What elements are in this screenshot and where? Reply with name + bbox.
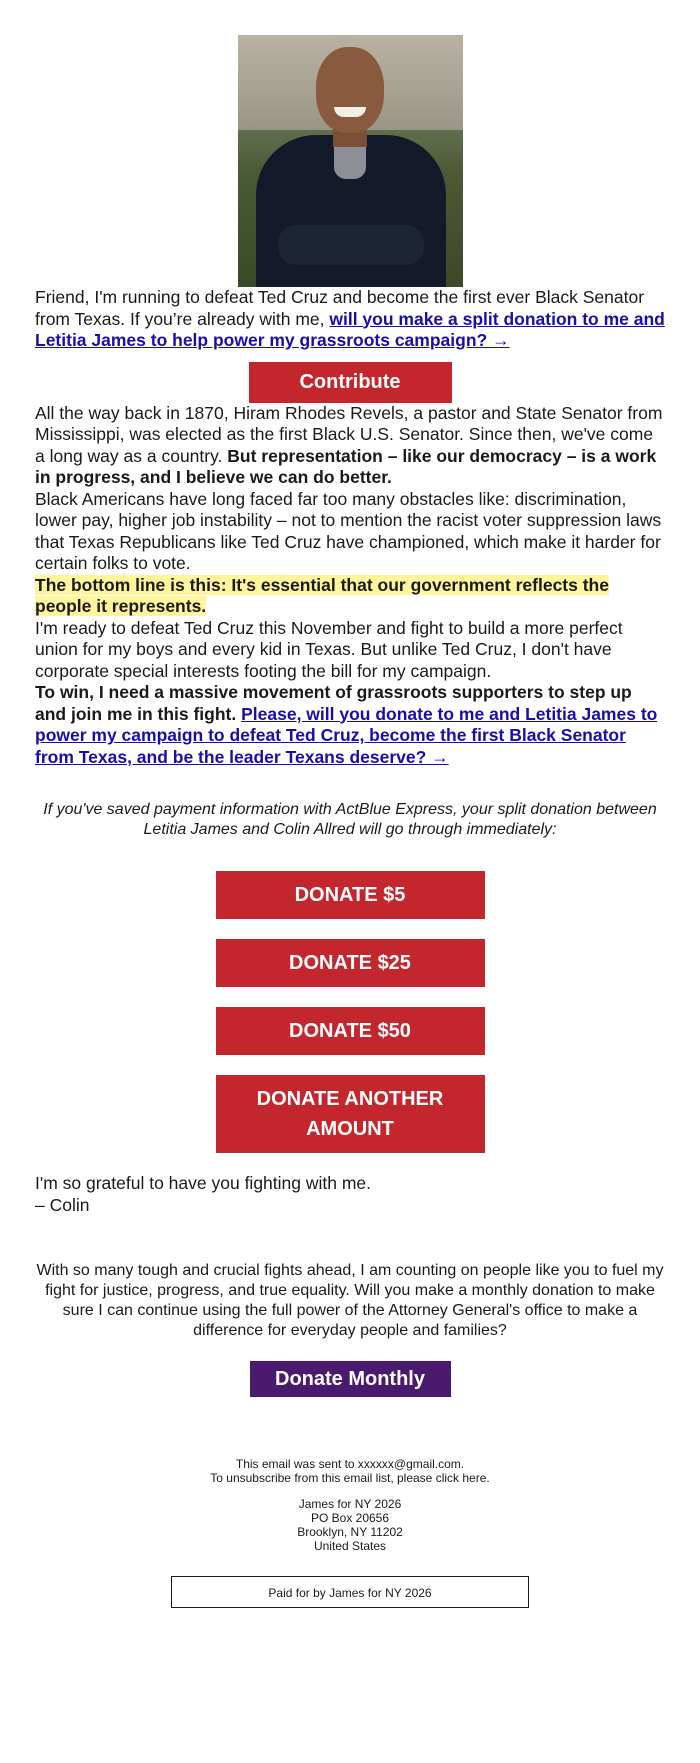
- donate-5-button[interactable]: DONATE $5: [216, 871, 485, 919]
- intro-paragraph: [35, 287, 665, 352]
- actblue-express-note: If you've saved payment information with ActBlue Express, your split donation between Letitia James and Colin Allred will go through immediately:: [43, 801, 657, 838]
- sent-to-line: This email was sent to xxxxxx@gmail.com.: [235, 1457, 465, 1471]
- to-win-bold-text: To win, I need a massive movement of grassroots supporters to step up and join me in this fight.: [35, 682, 632, 724]
- donate-another-amount-button[interactable]: DONATE ANOTHER AMOUNT: [216, 1075, 485, 1153]
- candidate-photo: [238, 35, 463, 287]
- address-line: PO Box 20656: [310, 1511, 390, 1525]
- donate-link[interactable]: Please, will you donate to me and Letitia James to power my campaign to defeat Ted Cruz, become the first Black Senator from Texas, and be the leader Texans deserve? →: [35, 703, 658, 767]
- closing-line: I'm so grateful to have you fighting with me.: [35, 1173, 372, 1193]
- unsubscribe-line[interactable]: To unsubscribe from this email list, please click here.: [210, 1471, 490, 1485]
- obstacles-paragraph: Black Americans have long faced far too many obstacles like: discrimination, lower pay, higher job instability – not to mention the racist voter suppression laws that Texas Republicans like Ted Cruz have championed, which make it harder for certain folks to vote.: [35, 488, 662, 573]
- monthly-appeal: With so many tough and crucial fights ahead, I am counting on people like you to fuel my fight for justice, progress, and true equality. Will you make a monthly donation to make sure I can continue using the full power of the Attorney General's office to make a difference for everyday people and families?: [36, 1262, 664, 1339]
- address-line: United States: [313, 1539, 387, 1553]
- history-text: All the way back in 1870, Hiram Rhodes Revels, a pastor and State Senator from Mississippi, was elected as the first Black U.S. Senator. Since then, we've come a long way as a country.: [35, 402, 663, 466]
- donate-25-button[interactable]: DONATE $25: [216, 939, 485, 987]
- split-donation-link[interactable]: will you make a split donation to me and Letitia James to help power my grassroots campaign? →: [35, 308, 665, 350]
- mailing-address: [35, 1497, 665, 1553]
- ready-paragraph: I'm ready to defeat Ted Cruz this November and fight to build a more perfect union for my boys and every kid in Texas. But unlike Ted Cruz, I don't have corporate special interests footing the bill for my campaign.: [35, 617, 623, 681]
- address-line: Brooklyn, NY 11202: [297, 1525, 403, 1539]
- contribute-button[interactable]: Contribute: [249, 362, 452, 403]
- history-paragraph: [35, 403, 665, 489]
- history-bold-text: But representation – like our democracy – is a work in progress, and I believe we can do better.: [35, 445, 657, 487]
- to-win-paragraph: [35, 682, 665, 768]
- paid-for-disclaimer: Paid for by James for NY 2026: [171, 1576, 529, 1608]
- email-body: [0, 35, 700, 1608]
- donate-monthly-button[interactable]: Donate Monthly: [250, 1361, 451, 1397]
- donate-50-button[interactable]: DONATE $50: [216, 1007, 485, 1055]
- signature: – Colin: [35, 1194, 90, 1215]
- intro-text: Friend, I'm running to defeat Ted Cruz and become the first ever Black Senator from Texas. If you’re already with me,: [35, 287, 645, 329]
- address-line: James for NY 2026: [298, 1497, 402, 1511]
- bottom-line-paragraph: [35, 575, 665, 618]
- footer: [35, 1457, 665, 1553]
- bottom-line-highlight: The bottom line is this: It's essential that our government reflects the people it represents.: [35, 574, 609, 616]
